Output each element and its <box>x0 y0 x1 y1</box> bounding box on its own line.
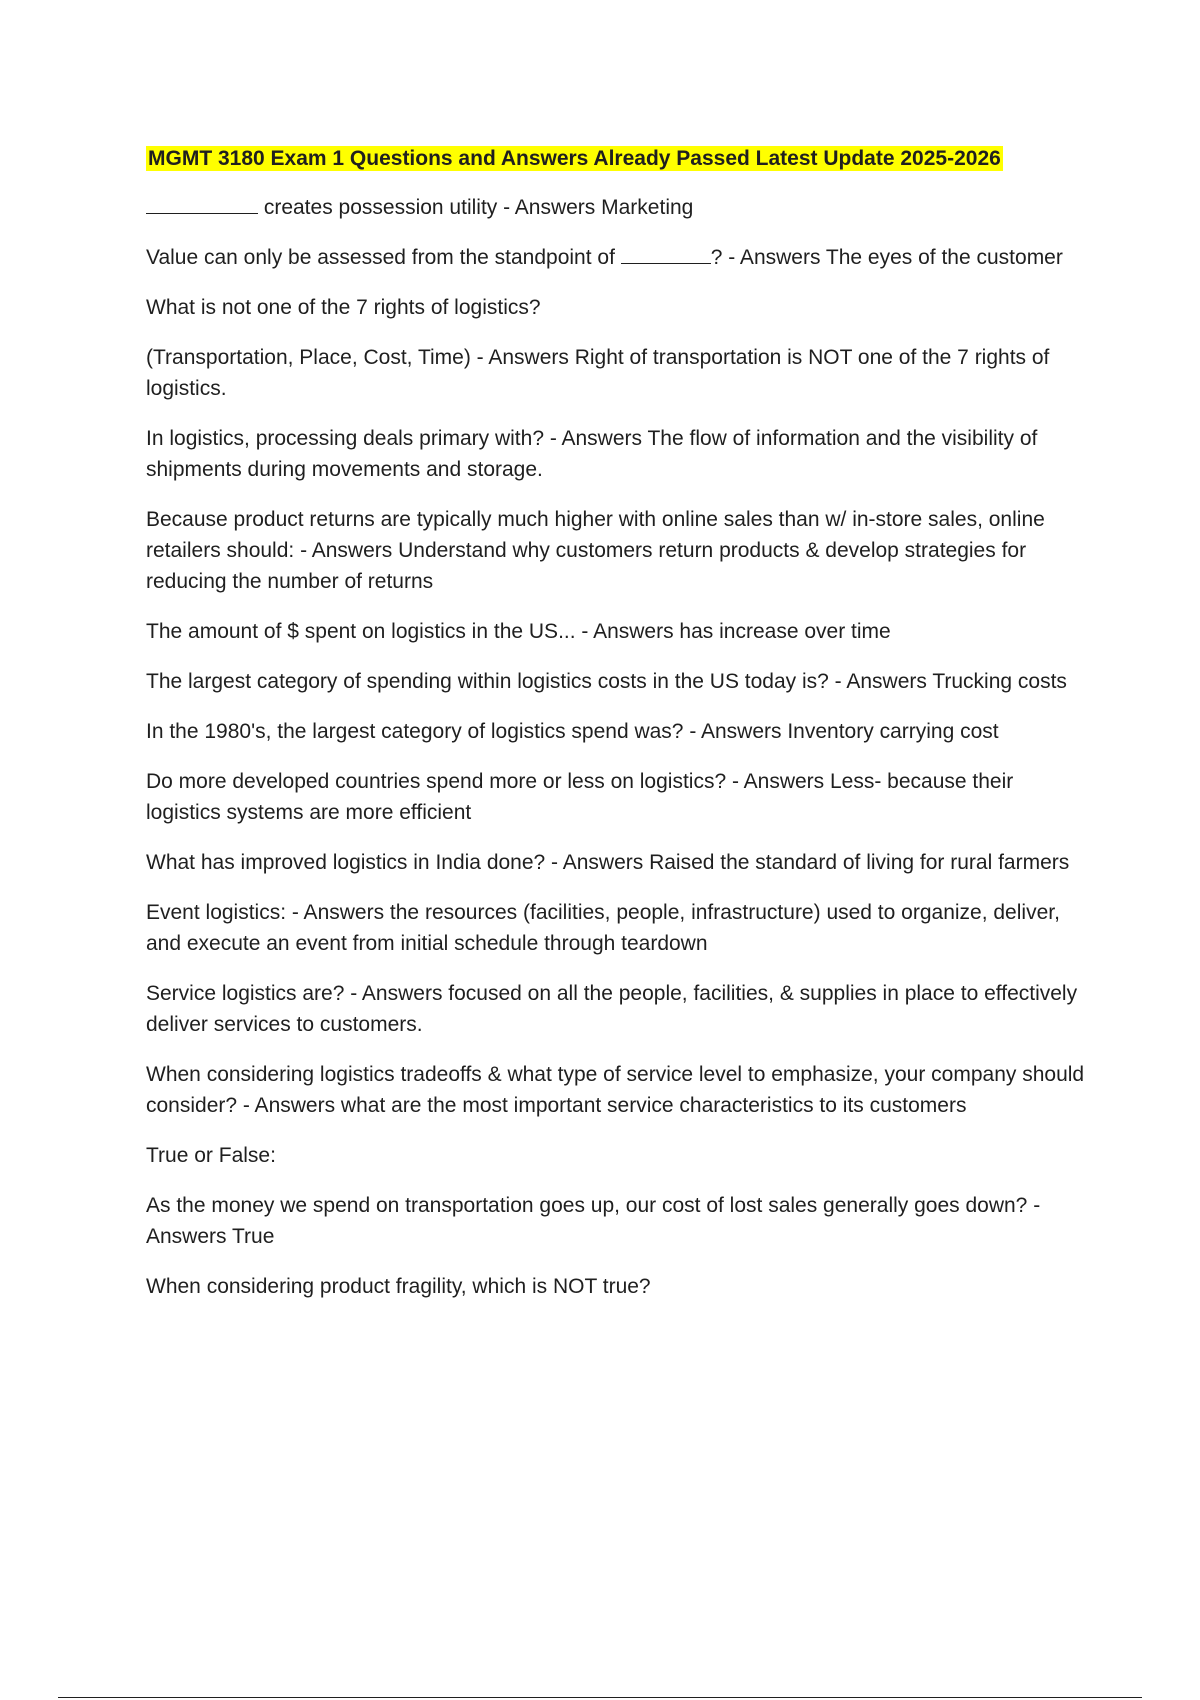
qa-item-11: What has improved logistics in India done? - Answers Raised the standard of living for rural farmers <box>146 851 1070 874</box>
document-title <box>146 143 1086 174</box>
qa-item-17: When considering product fragility, which is NOT true? <box>146 1275 651 1298</box>
qa-item-10: Do more developed countries spend more or less on logistics? - Answers Less- because their logistics systems are more efficient <box>146 770 1014 824</box>
qa-item-13: Service logistics are? - Answers focused on all the people, facilities, & supplies in place to effectively deliver services to customers. <box>146 982 1078 1036</box>
qa-item-4: (Transportation, Place, Cost, Time) - Answers Right of transportation is NOT one of the 7 rights of logistics. <box>146 346 1050 400</box>
fill-in-blank <box>146 194 258 214</box>
qa-item-16: As the money we spend on transportation goes up, our cost of lost sales generally goes down? - Answers True <box>146 1194 1041 1248</box>
qa-item-6: Because product returns are typically much higher with online sales than w/ in-store sales, online retailers should: - Answers Understand why customers return products & develop strategies for reducing the number of returns <box>146 508 1045 593</box>
qa-item-2-text-after: ? - Answers The eyes of the customer <box>710 246 1063 269</box>
qa-item-3: What is not one of the 7 rights of logistics? <box>146 296 541 319</box>
qa-item-9: In the 1980's, the largest category of logistics spend was? - Answers Inventory carrying cost <box>146 720 999 743</box>
qa-item-12: Event logistics: - Answers the resources (facilities, people, infrastructure) used to organize, deliver, and execute an event from initial schedule through teardown <box>146 901 1060 955</box>
qa-item-7: The amount of $ spent on logistics in the US... - Answers has increase over time <box>146 620 891 643</box>
qa-item-2-text-before: Value can only be assessed from the standpoint of <box>146 246 621 269</box>
qa-item-8: The largest category of spending within logistics costs in the US today is? - Answers Trucking costs <box>146 670 1067 693</box>
highlighted-title: MGMT 3180 Exam 1 Questions and Answers Already Passed Latest Update 2025-2026 <box>148 147 1001 170</box>
footer-divider <box>58 1697 1142 1698</box>
document-body <box>146 143 1086 1321</box>
qa-item-1 <box>146 192 1086 223</box>
qa-item-15: True or False: <box>146 1144 276 1167</box>
fill-in-blank <box>621 244 711 264</box>
qa-item-1-text: creates possession utility - Answers Marketing <box>258 196 694 219</box>
qa-item-14: When considering logistics tradeoffs & what type of service level to emphasize, your company should consider? - Answers what are the most important service characteristics to its customers <box>146 1063 1085 1117</box>
qa-item-5: In logistics, processing deals primary with? - Answers The flow of information and the visibility of shipments during movements and storage. <box>146 427 1038 481</box>
qa-item-2 <box>146 242 1086 273</box>
